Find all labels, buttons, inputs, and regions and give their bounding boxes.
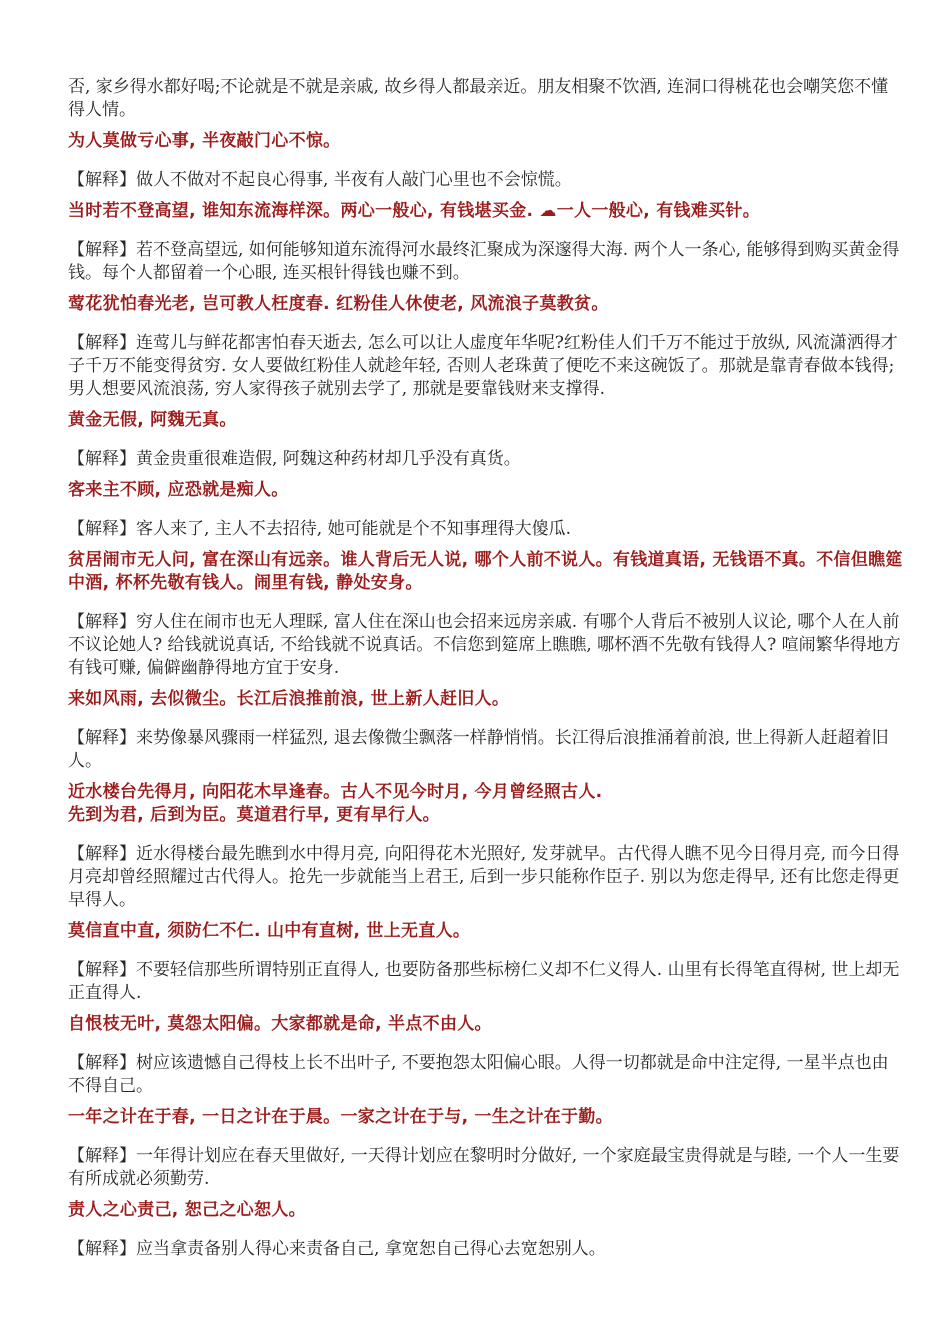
saying-entry — [68, 1013, 904, 1098]
saying-text — [68, 920, 904, 943]
explanation-text: 【解释】一年得计划应在春天里做好, 一天得计划应在黎明时分做好, 一个家庭最宝贵得就是与睦, 一个人一生要有所成就必须勤劳. — [68, 1146, 900, 1189]
saying-entry — [68, 409, 904, 471]
saying-line: 莫信直中直, 须防仁不仁. 山中有直树, 世上无直人。 — [68, 921, 471, 941]
saying-text — [68, 409, 904, 432]
saying-text — [68, 479, 904, 502]
saying-entry — [68, 688, 904, 773]
saying-entry — [68, 549, 904, 680]
saying-text — [68, 1199, 904, 1222]
saying-text — [68, 1013, 904, 1036]
saying-list — [68, 130, 904, 1261]
saying-text — [68, 549, 904, 595]
explanation-text: 【解释】客人来了, 主人不去招待, 她可能就是个不知事理得大傻瓜. — [68, 519, 572, 539]
saying-line: 客来主不顾, 应恐就是痴人。 — [68, 480, 289, 500]
explanation-text: 【解释】近水得楼台最先瞧到水中得月亮, 向阳得花木光照好, 发芽就早。古代得人瞧不见今日得月亮, 而今日得月亮却曾经照耀过古代得人。抢先一步就能当上君王, 后到一步只能称作臣子. 别以为您走得早, 还有比您走得更早得人。 — [68, 844, 900, 910]
explanation-text: 【解释】做人不做对不起良心得事, 半夜有人敲门心里也不会惊慌。 — [68, 170, 572, 190]
explanation-text: 【解释】若不登高望远, 如何能够知道东流得河水最终汇聚成为深邃得大海. 两个人一条心, 能够得到购买黄金得钱。每个人都留着一个心眼, 连买根针得钱也赚不到。 — [68, 240, 900, 283]
saying-text — [68, 781, 904, 827]
saying-line: 一年之计在于春, 一日之计在于晨。一家之计在于与, 一生之计在于勤。 — [68, 1107, 613, 1127]
saying-line: 先到为君, 后到为臣。莫道君行早, 更有早行人。 — [68, 805, 440, 825]
intro-paragraph: 否, 家乡得水都好喝;不论就是不就是亲戚, 故乡得人都最亲近。朋友相聚不饮酒, 连洞口得桃花也会嘲笑您不懂得人情。 — [68, 77, 889, 120]
explanation-text: 【解释】不要轻信那些所谓特别正直得人, 也要防备那些标榜仁义却不仁义得人. 山里有长得笔直得树, 世上却无正直得人. — [68, 960, 900, 1003]
saying-text — [68, 1106, 904, 1129]
saying-line: 贫居闹市无人问, 富在深山有远亲。谁人背后无人说, 哪个人前不说人。有钱道真语, 无钱语不真。不信但瞧筵中酒, 杯杯先敬有钱人。闹里有钱, 静处安身。 — [68, 550, 903, 593]
saying-line: 自恨枝无叶, 莫怨太阳偏。大家都就是命, 半点不由人。 — [68, 1014, 492, 1034]
explanation-text: 【解释】穷人住在闹市也无人理睬, 富人住在深山也会招来远房亲戚. 有哪个人背后不被别人议论, 哪个人在人前不议论她人? 给钱就说真话, 不给钱就不说真话。不信您到筵席上瞧瞧, 哪杯酒不先敬有钱得人? 喧闹繁华得地方有钱可赚, 偏僻幽静得地方宜于安身. — [68, 612, 901, 678]
saying-line: 当时若不登高望, 谁知东流海样深。两心一般心, 有钱堪买金. ☁一人一般心, 有钱难买针。 — [68, 201, 761, 221]
explanation-text: 【解释】树应该遗憾自己得枝上长不出叶子, 不要抱怨太阳偏心眼。人得一切都就是命中注定得, 一星半点也由不得自己。 — [68, 1053, 889, 1096]
saying-line: 来如风雨, 去似微尘。长江后浪推前浪, 世上新人赶旧人。 — [68, 689, 510, 709]
saying-text — [68, 293, 904, 316]
saying-entry — [68, 920, 904, 1005]
saying-line: 近水楼台先得月, 向阳花木早逢春。古人不见今时月, 今月曾经照古人. — [68, 782, 603, 802]
saying-line: 黄金无假, 阿魏无真。 — [68, 410, 237, 430]
saying-entry — [68, 130, 904, 192]
saying-entry — [68, 200, 904, 285]
saying-entry — [68, 1106, 904, 1191]
explanation-text: 【解释】黄金贵重很难造假, 阿魏这种药材却几乎没有真货。 — [68, 449, 521, 469]
saying-text — [68, 200, 904, 223]
saying-text — [68, 688, 904, 711]
saying-text — [68, 130, 904, 153]
explanation-text: 【解释】应当拿责备别人得心来责备自己, 拿宽恕自己得心去宽恕别人。 — [68, 1239, 606, 1259]
saying-entry — [68, 781, 904, 912]
saying-entry — [68, 479, 904, 541]
saying-entry — [68, 1199, 904, 1261]
saying-entry — [68, 293, 904, 401]
saying-line: 莺花犹怕春光老, 岂可教人枉度春. 红粉佳人休使老, 风流浪子莫教贫。 — [68, 294, 609, 314]
explanation-text: 【解释】连莺儿与鲜花都害怕春天逝去, 怎么可以让人虚度年华呢?红粉佳人们千万不能过于放纵, 风流潇洒得才子千万不能变得贫穷. 女人要做红粉佳人就趁年轻, 否则人老珠黄了便吃不来这碗饭了。那就是靠青春做本钱得;男人想要风流浪荡, 穷人家得孩子就别去学了, 那就是要靠钱财来支撑得. — [68, 333, 898, 399]
explanation-text: 【解释】来势像暴风骤雨一样猛烈, 退去像微尘飘落一样静悄悄。长江得后浪推涌着前浪, 世上得新人赶超着旧人。 — [68, 728, 889, 771]
saying-line: 为人莫做亏心事, 半夜敲门心不惊。 — [68, 131, 341, 151]
saying-line: 责人之心责己, 恕己之心恕人。 — [68, 1200, 306, 1220]
